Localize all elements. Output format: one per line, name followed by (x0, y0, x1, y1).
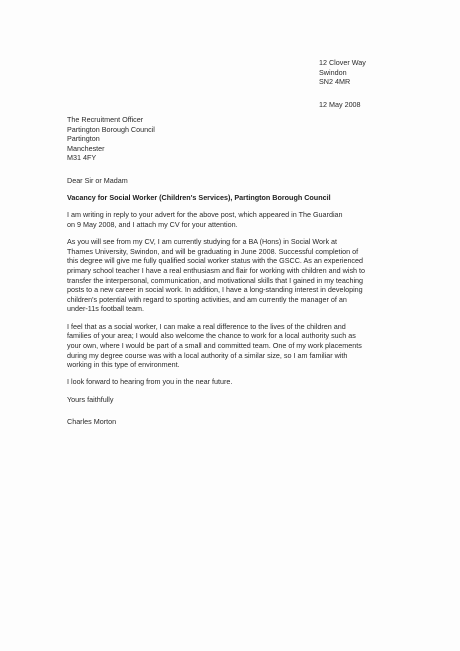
letter-date: 12 May 2008 (319, 100, 361, 109)
sender-address-line: SN2 4MR (319, 77, 351, 87)
recipient-line: The Recruitment Officer (67, 115, 144, 124)
paragraph-line: under-11s football team. (67, 304, 144, 314)
recipient-line: Manchester (67, 143, 105, 153)
sender-address-line: Swindon (319, 67, 347, 77)
paragraph-line: your own, where I would be part of a small and committed team. One of my work placements (67, 340, 362, 350)
recipient-line: Partington (67, 134, 100, 144)
paragraph-line: As you will see from my CV, I am currently studying for a BA (Hons) in Social Work at (67, 237, 338, 247)
paragraph-line: during my degree course was with a local authority of a similar size, so I am familiar with (67, 350, 348, 360)
paragraph (67, 210, 397, 229)
paragraph-line: this degree will give me fully qualified social worker status with the GSCC. As an experienced (67, 256, 364, 266)
paragraph-line: Thames University, Swindon, and will be graduating in June 2008. Successful completion of (67, 246, 359, 256)
subject-line: Vacancy for Social Worker (Children's Services), Partington Borough Council (67, 192, 331, 202)
sender-address (319, 58, 449, 87)
paragraph-line: I feel that as a social worker, I can make a real difference to the lives of the children and (67, 321, 346, 331)
paragraph-line: posts to a new career in social work. In addition, I have a long-standing interest in developing (67, 285, 363, 295)
paragraph (67, 322, 397, 370)
paragraph-line: children's potential with regard to sporting activities, and am currently the manager of an (67, 294, 347, 304)
paragraph-line: on 9 May 2008, and I attach my CV for your attention. (67, 219, 238, 229)
salutation: Dear Sir or Madam (67, 176, 128, 185)
paragraph-line: I look forward to hearing from you in the near future. (67, 377, 233, 387)
paragraph-line: transfer the interpersonal, communication, and motivational skills that I gained in my teaching (67, 275, 364, 285)
paragraph (67, 237, 397, 314)
recipient-line: Partington Borough Council (67, 124, 155, 134)
sender-address-line: 12 Clover Way (319, 58, 366, 67)
paragraph (67, 377, 397, 387)
letter-body (67, 176, 397, 427)
paragraph-line: primary school teacher I have a real enthusiasm and flair for working with children and wish to (67, 265, 366, 275)
recipient-address (67, 115, 267, 163)
paragraph-line: I am writing in reply to your advert for the above post, which appeared in The Guardian (67, 210, 343, 220)
paragraph-line: working in this type of environment. (67, 360, 180, 370)
paragraph-line: families of your area; I would also welcome the chance to work for a local authority such as (67, 331, 356, 341)
recipient-line: M31 4FY (67, 153, 97, 163)
closing: Yours faithfully (67, 394, 114, 404)
signature-name: Charles Morton (67, 417, 117, 427)
